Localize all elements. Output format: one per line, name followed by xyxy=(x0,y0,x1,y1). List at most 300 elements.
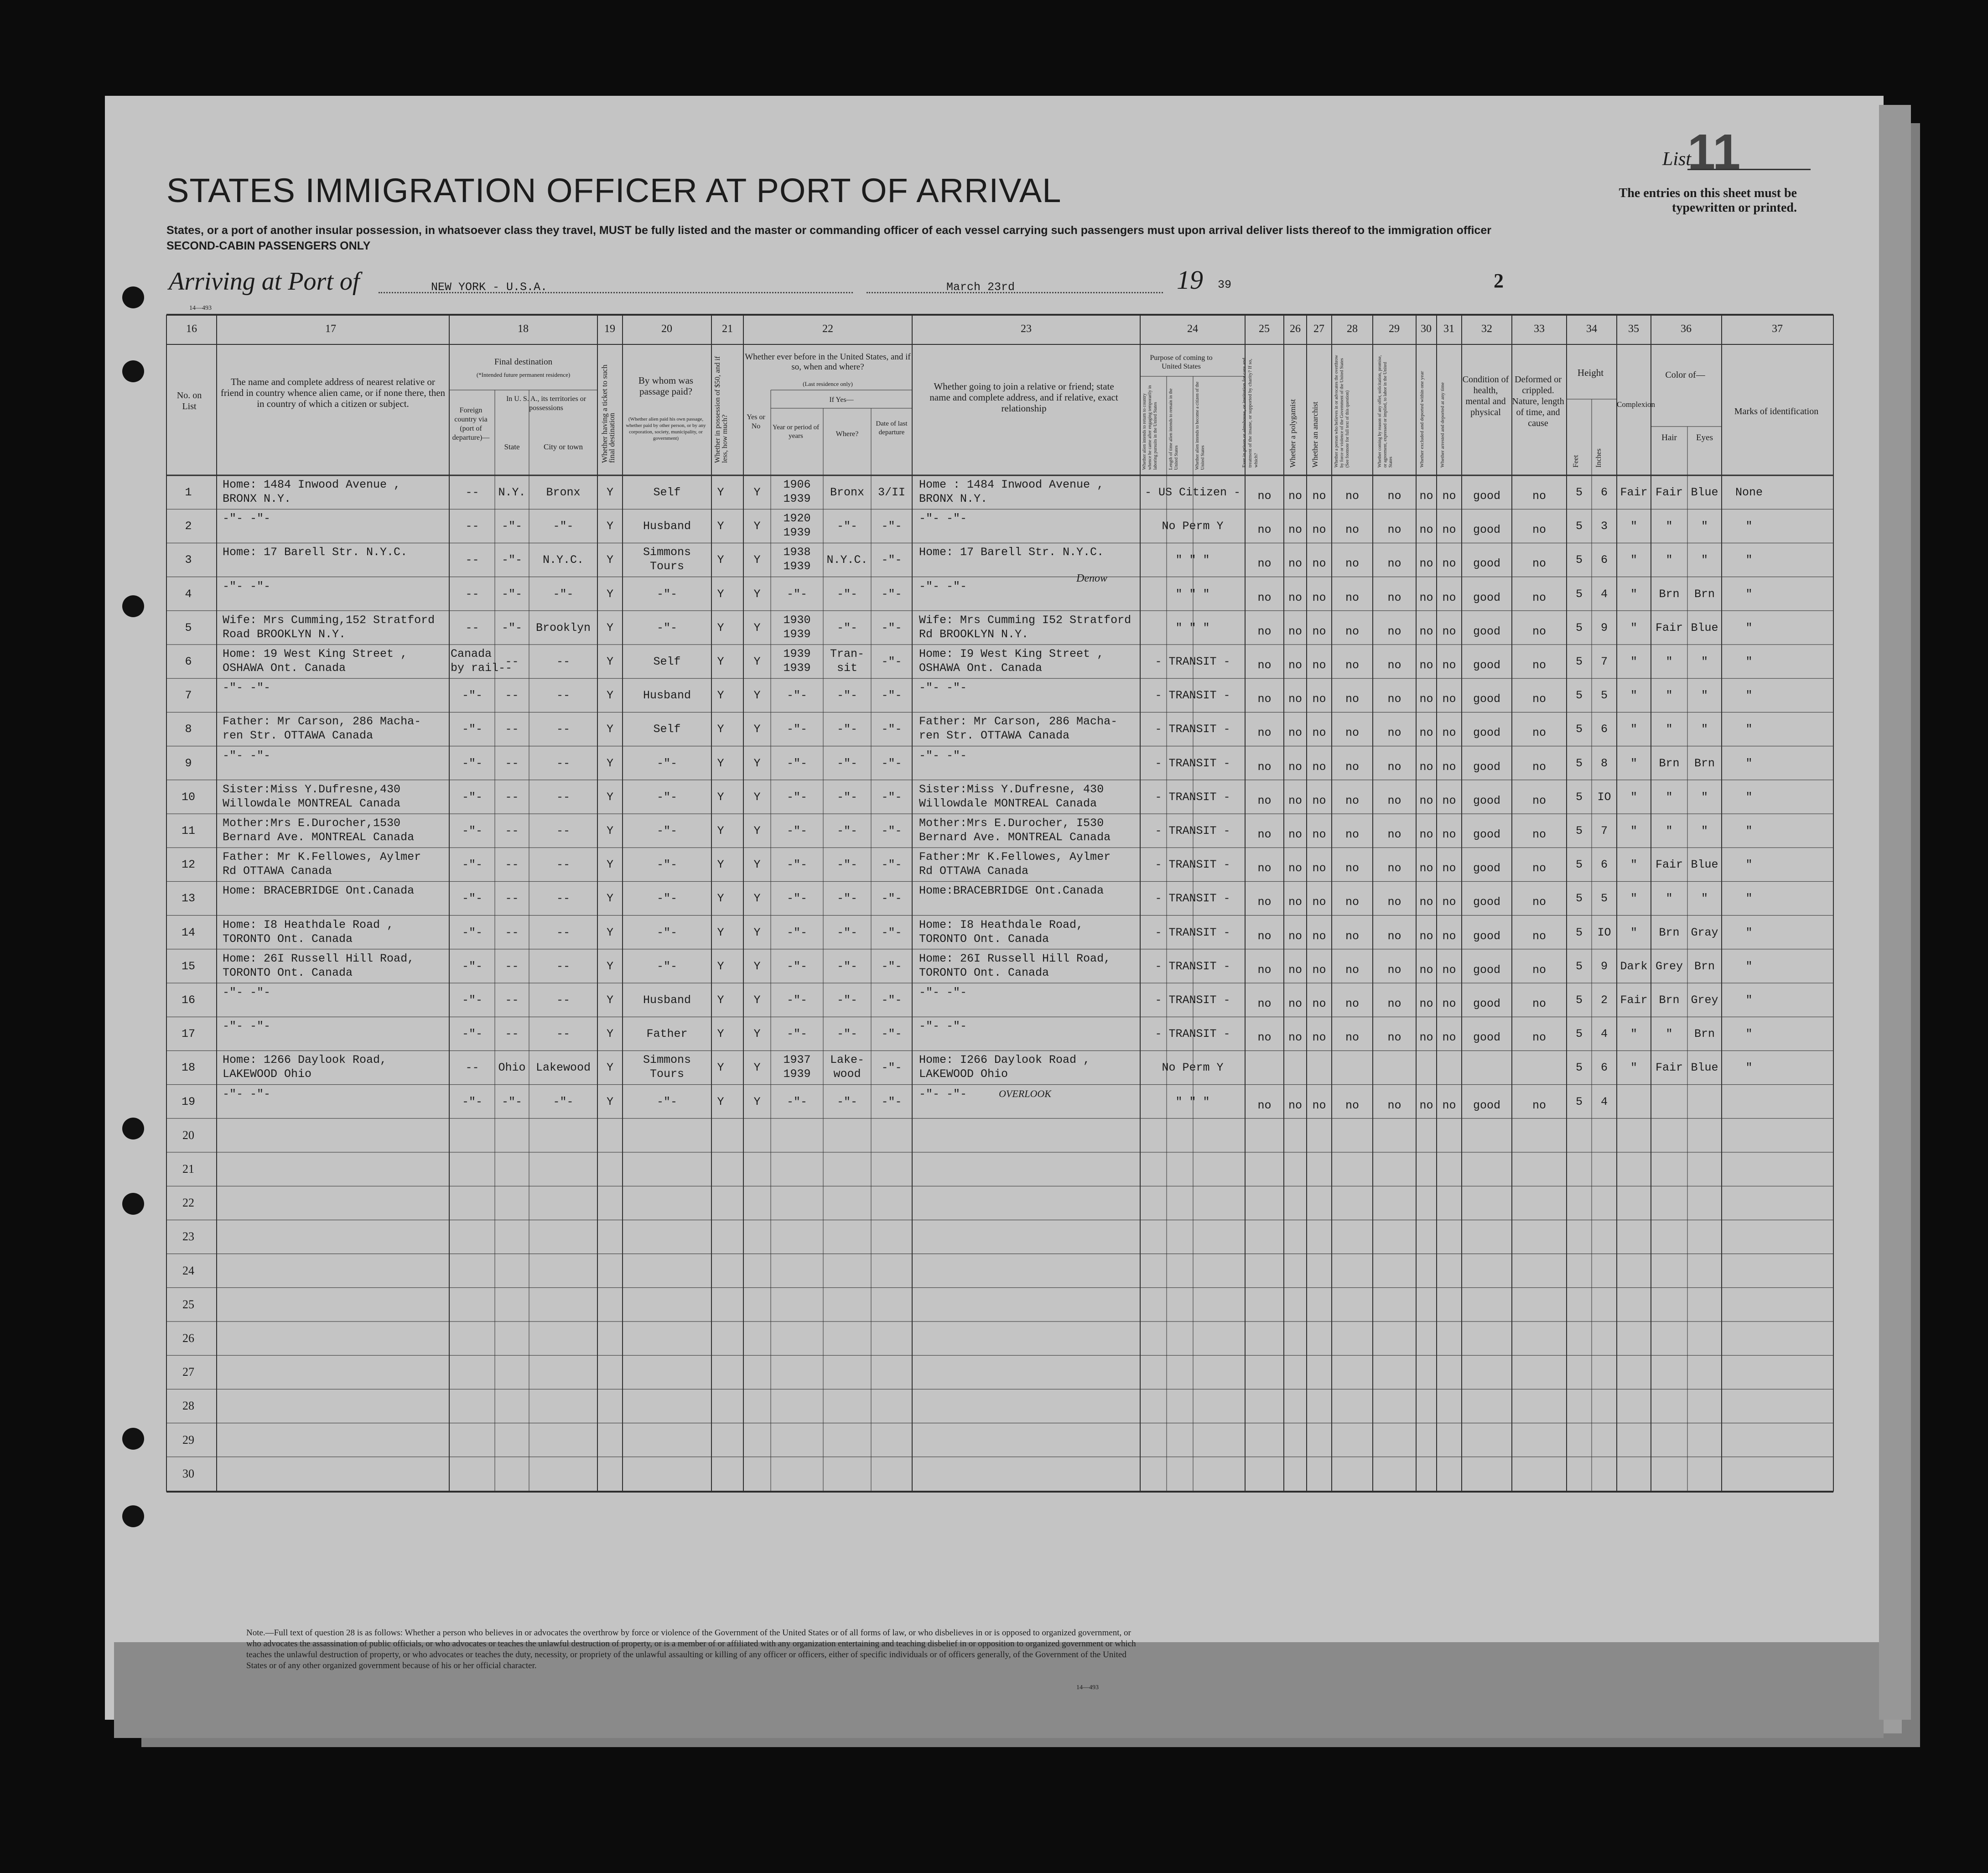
deformity: no xyxy=(1532,862,1546,875)
height-inches: 8 xyxy=(1600,756,1608,770)
height-feet: 5 xyxy=(1575,892,1583,905)
purpose-of-visit: - TRANSIT - xyxy=(1155,756,1230,770)
deported-flag: no xyxy=(1442,624,1456,638)
previously-in-us: Y xyxy=(753,824,761,838)
last-departure-date: -"- xyxy=(881,587,902,601)
fifty-dollar-flag: Y xyxy=(717,587,724,601)
joining-relative-line1: Home:BRACEBRIDGE Ont.Canada xyxy=(919,884,1104,898)
health-condition: good xyxy=(1473,1031,1500,1045)
eye-color: Grey xyxy=(1691,994,1718,1007)
excluded-flag: no xyxy=(1419,862,1433,875)
relative-address-line2: Rd OTTAWA Canada xyxy=(223,864,332,878)
previous-residence: -"- xyxy=(836,892,857,905)
fifty-dollar-flag: Y xyxy=(717,655,724,668)
purpose-of-visit: - TRANSIT - xyxy=(1155,959,1230,973)
overthrow-flag: no xyxy=(1345,963,1359,977)
labor-offer-flag: no xyxy=(1387,591,1401,604)
hair-color: Brn xyxy=(1659,994,1680,1007)
fifty-dollar-flag: Y xyxy=(717,858,724,872)
hair-color: Brn xyxy=(1659,756,1680,770)
row-number: 24 xyxy=(182,1264,194,1277)
excluded-flag: no xyxy=(1419,624,1433,638)
health-condition: good xyxy=(1473,963,1500,977)
deformity: no xyxy=(1532,659,1546,672)
previous-residence: Tran- xyxy=(830,647,864,661)
polygamist-flag: no xyxy=(1288,997,1302,1010)
anarchist-flag: no xyxy=(1312,929,1326,943)
health-condition: good xyxy=(1473,1098,1500,1112)
destination-city: -- xyxy=(556,655,570,668)
relative-address-line1: Home: 1266 Daylook Road, xyxy=(223,1053,387,1067)
deformity: no xyxy=(1532,760,1546,774)
arriving-label: Arriving at Port of xyxy=(169,267,360,296)
foreign-country: -"- xyxy=(462,723,483,736)
excluded-flag: no xyxy=(1419,557,1433,571)
header-c34-feet: Feet xyxy=(1572,455,1580,468)
previously-in-us: Y xyxy=(753,790,761,804)
years-in-us: -"- xyxy=(786,587,807,601)
prison-almshouse: no xyxy=(1257,963,1272,977)
ticket-flag: Y xyxy=(606,959,613,973)
excluded-flag: no xyxy=(1419,692,1433,706)
fifty-dollar-flag: Y xyxy=(717,892,724,905)
foreign-country: -"- xyxy=(462,1095,483,1108)
header-c35: Complexion xyxy=(1617,400,1656,409)
fifty-dollar-flag: Y xyxy=(717,723,724,736)
identification-marks: " xyxy=(1745,858,1753,872)
last-departure-date: -"- xyxy=(881,520,902,533)
prison-almshouse: no xyxy=(1257,591,1272,604)
ticket-flag: Y xyxy=(606,790,613,804)
header-c23: Whether going to join a relative or friend; state name and complete address, and if relative, exact relationship xyxy=(929,381,1118,414)
joining-relative-line1: -"- -"- xyxy=(919,1087,967,1101)
anarchist-flag: no xyxy=(1312,523,1326,537)
header-c18-foreign: Foreign country via (port of departure)— xyxy=(452,406,490,442)
previous-residence: N.Y.C. xyxy=(826,553,868,567)
anarchist-flag: no xyxy=(1312,997,1326,1010)
prison-almshouse: no xyxy=(1257,794,1272,807)
purpose-of-visit: - TRANSIT - xyxy=(1155,655,1230,668)
hair-color: Brn xyxy=(1659,587,1680,601)
overthrow-flag: no xyxy=(1345,828,1359,841)
years-in-us: -"- xyxy=(786,756,807,770)
fifty-dollar-flag: Y xyxy=(717,553,724,567)
complexion: " xyxy=(1630,926,1637,939)
prison-almshouse: no xyxy=(1257,997,1272,1010)
column-number: 32 xyxy=(1481,323,1492,335)
previous-residence: -"- xyxy=(836,723,857,736)
health-condition: good xyxy=(1473,523,1500,537)
overthrow-flag: no xyxy=(1345,862,1359,875)
previous-residence: -"- xyxy=(836,790,857,804)
foreign-country: -- xyxy=(465,621,479,635)
column-number: 30 xyxy=(1421,323,1432,335)
complexion: " xyxy=(1630,520,1637,533)
excluded-flag: no xyxy=(1419,659,1433,672)
overthrow-flag: no xyxy=(1345,760,1359,774)
hair-color: " xyxy=(1666,1027,1673,1041)
joining-relative-line1: -"- -"- xyxy=(919,749,967,762)
deformity: no xyxy=(1532,997,1546,1010)
health-condition: good xyxy=(1473,760,1500,774)
height-inches: 6 xyxy=(1600,858,1608,872)
labor-offer-flag: no xyxy=(1387,624,1401,638)
prison-almshouse: no xyxy=(1257,1098,1272,1112)
years-in-us: 1937 xyxy=(783,1053,811,1067)
fifty-dollar-flag: Y xyxy=(717,621,724,635)
anarchist-flag: no xyxy=(1312,692,1326,706)
prison-almshouse: no xyxy=(1257,557,1272,571)
relative-address-line2: ren Str. OTTAWA Canada xyxy=(223,729,374,743)
passage-paid-by: Husband xyxy=(643,689,691,702)
years-in-us-line2: 1939 xyxy=(783,560,811,573)
passage-paid-by: Simmons xyxy=(643,1053,691,1067)
eye-color: " xyxy=(1701,824,1708,838)
header-c31: Whether arrested and deported at any time xyxy=(1440,382,1445,468)
previous-residence: -"- xyxy=(836,756,857,770)
health-condition: good xyxy=(1473,557,1500,571)
destination-city: -"- xyxy=(553,587,574,601)
header-c20-sub: (Whether alien paid his own passage, whether paid by other person, or by any corporation, society, municipality, or government) xyxy=(626,416,706,441)
height-inches: 5 xyxy=(1600,689,1608,702)
relative-address-line1: Father: Mr Carson, 286 Macha- xyxy=(223,715,421,728)
joining-relative-line2: Willowdale MONTREAL Canada xyxy=(919,796,1097,810)
health-condition: good xyxy=(1473,828,1500,841)
joining-relative-line1: Home: 17 Barell Str. N.Y.C. xyxy=(919,546,1104,559)
destination-city: -- xyxy=(556,756,570,770)
foreign-country: -- xyxy=(465,520,479,533)
years-in-us: 1920 xyxy=(783,512,811,525)
joining-relative-line2: Rd OTTAWA Canada xyxy=(919,864,1029,878)
eye-color: " xyxy=(1701,723,1708,736)
overthrow-flag: no xyxy=(1345,794,1359,807)
relative-address-line1: -"- -"- xyxy=(223,1087,271,1101)
deported-flag: no xyxy=(1442,760,1456,774)
deported-flag: no xyxy=(1442,726,1456,740)
identification-marks: " xyxy=(1745,790,1753,804)
complexion: " xyxy=(1630,587,1637,601)
excluded-flag: no xyxy=(1419,1031,1433,1045)
eye-color: Brn xyxy=(1694,1027,1715,1041)
column-number: 16 xyxy=(186,323,197,335)
deformity: no xyxy=(1532,963,1546,977)
header-c22-year: Year or period of years xyxy=(772,424,820,440)
labor-offer-flag: no xyxy=(1387,557,1401,571)
fifty-dollar-flag: Y xyxy=(717,756,724,770)
header-c25: Ever in prison or almshouse, or institution for care and treatment of the insane, or supported by charity? If so, which? xyxy=(1241,358,1259,468)
destination-city: -"- xyxy=(553,1095,574,1108)
column-number: 22 xyxy=(822,323,833,335)
purpose-of-visit: No Perm Y xyxy=(1162,520,1224,533)
destination-city: -- xyxy=(556,858,570,872)
polygamist-flag: no xyxy=(1288,659,1302,672)
header-c36-hair: Hair xyxy=(1661,433,1677,442)
joining-relative-line1: -"- -"- xyxy=(919,579,967,593)
column-number: 33 xyxy=(1534,323,1545,335)
purpose-of-visit: " " " xyxy=(1175,553,1210,567)
joining-relative-line1: Home: I8 Heathdale Road, xyxy=(919,918,1084,931)
column-number: 28 xyxy=(1347,323,1358,335)
purpose-of-visit: - TRANSIT - xyxy=(1155,892,1230,905)
list-number: 11 xyxy=(1687,124,1741,180)
previous-residence: Bronx xyxy=(830,486,864,499)
last-departure-date: -"- xyxy=(881,655,902,668)
anarchist-flag: no xyxy=(1312,659,1326,672)
joining-relative-line2: Bernard Ave. MONTREAL Canada xyxy=(919,831,1111,844)
purpose-of-visit: - US Citizen - xyxy=(1144,486,1241,499)
previously-in-us: Y xyxy=(753,994,761,1007)
last-departure-date: -"- xyxy=(881,858,902,872)
anarchist-flag: no xyxy=(1312,591,1326,604)
destination-state: -"- xyxy=(501,520,522,533)
relative-address-line1: -"- -"- xyxy=(223,681,271,695)
overthrow-flag: no xyxy=(1345,1031,1359,1045)
excluded-flag: no xyxy=(1419,760,1433,774)
deported-flag: no xyxy=(1442,1031,1456,1045)
height-inches: IO xyxy=(1597,926,1611,939)
years-in-us: 1930 xyxy=(783,613,811,627)
anarchist-flag: no xyxy=(1312,1098,1326,1112)
fifty-dollar-flag: Y xyxy=(717,520,724,533)
identification-marks: " xyxy=(1745,824,1753,838)
row-number: 3 xyxy=(185,553,192,567)
health-condition: good xyxy=(1473,929,1500,943)
destination-state: -- xyxy=(505,926,519,939)
header-c18-city: City or town xyxy=(544,442,583,451)
header-c22-yesno: Yes or No xyxy=(747,413,765,430)
previously-in-us: Y xyxy=(753,486,761,499)
destination-city: -- xyxy=(556,892,570,905)
joining-relative-line1: -"- -"- xyxy=(919,681,967,695)
header-c32: Condition of health, mental and physical xyxy=(1462,375,1509,417)
passage-paid-by: Husband xyxy=(643,994,691,1007)
complexion: " xyxy=(1630,892,1637,905)
foreign-country: Canada xyxy=(451,647,492,661)
column-number: 29 xyxy=(1389,323,1400,335)
eye-color: " xyxy=(1701,790,1708,804)
identification-marks: " xyxy=(1745,926,1753,939)
height-inches: 9 xyxy=(1600,959,1608,973)
deformity: no xyxy=(1532,895,1546,909)
height-inches: 4 xyxy=(1600,1027,1608,1041)
overthrow-flag: no xyxy=(1345,557,1359,571)
overthrow-flag: no xyxy=(1345,523,1359,537)
height-feet: 5 xyxy=(1575,689,1583,702)
excluded-flag: no xyxy=(1419,895,1433,909)
destination-state: -"- xyxy=(501,587,522,601)
passage-paid-by: -"- xyxy=(656,587,677,601)
hair-color: Fair xyxy=(1655,486,1683,499)
handwritten-annotation-row3: Denow xyxy=(1076,572,1107,584)
hair-color: Fair xyxy=(1655,1061,1683,1075)
height-feet: 5 xyxy=(1575,1095,1583,1108)
anarchist-flag: no xyxy=(1312,726,1326,740)
previously-in-us: Y xyxy=(753,926,761,939)
last-departure-date: -"- xyxy=(881,926,902,939)
header-c21: Whether in possession of $50, and if less, how much? xyxy=(714,356,729,463)
ticket-flag: Y xyxy=(606,621,613,635)
complexion: Fair xyxy=(1620,994,1648,1007)
complexion: " xyxy=(1630,824,1637,838)
previous-residence: -"- xyxy=(836,858,857,872)
destination-state: N.Y. xyxy=(498,486,526,499)
height-feet: 5 xyxy=(1575,756,1583,770)
prison-almshouse: no xyxy=(1257,489,1272,503)
anarchist-flag: no xyxy=(1312,895,1326,909)
polygamist-flag: no xyxy=(1288,557,1302,571)
polygamist-flag: no xyxy=(1288,929,1302,943)
anarchist-flag: no xyxy=(1312,624,1326,638)
years-in-us: -"- xyxy=(786,824,807,838)
overthrow-flag: no xyxy=(1345,997,1359,1010)
eye-color: " xyxy=(1701,655,1708,668)
height-inches: 6 xyxy=(1600,1061,1608,1075)
complexion: " xyxy=(1630,1027,1637,1041)
health-condition: good xyxy=(1473,692,1500,706)
passage-paid-by: Self xyxy=(653,723,681,736)
destination-state: -- xyxy=(505,689,519,702)
foreign-country: -"- xyxy=(462,1027,483,1041)
joining-relative-line2: TORONTO Ont. Canada xyxy=(919,966,1049,979)
relative-address-line2: Willowdale MONTREAL Canada xyxy=(223,796,401,810)
anarchist-flag: no xyxy=(1312,760,1326,774)
complexion: Fair xyxy=(1620,486,1648,499)
overthrow-flag: no xyxy=(1345,489,1359,503)
foreign-country: -"- xyxy=(462,959,483,973)
prison-almshouse: no xyxy=(1257,929,1272,943)
eye-color: Blue xyxy=(1691,858,1718,872)
deported-flag: no xyxy=(1442,828,1456,841)
last-departure-date: -"- xyxy=(881,1095,902,1108)
row-number: 6 xyxy=(185,655,192,668)
deformity: no xyxy=(1532,794,1546,807)
years-in-us: -"- xyxy=(786,1027,807,1041)
date-value: March 23rd xyxy=(946,281,1015,294)
previously-in-us: Y xyxy=(753,1095,761,1108)
labor-offer-flag: no xyxy=(1387,1031,1401,1045)
fifty-dollar-flag: Y xyxy=(717,1095,724,1108)
destination-city: -- xyxy=(556,689,570,702)
polygamist-flag: no xyxy=(1288,862,1302,875)
destination-city: -- xyxy=(556,1027,570,1041)
last-departure-date: -"- xyxy=(881,553,902,567)
sheet-number: 2 xyxy=(1494,270,1504,292)
years-in-us-line2: 1939 xyxy=(783,627,811,641)
fifty-dollar-flag: Y xyxy=(717,790,724,804)
deformity: no xyxy=(1532,726,1546,740)
health-condition: good xyxy=(1473,624,1500,638)
eye-color: " xyxy=(1701,553,1708,567)
row-number: 11 xyxy=(181,824,195,838)
destination-state: -- xyxy=(505,994,519,1007)
destination-state: -- xyxy=(505,756,519,770)
height-inches: 6 xyxy=(1600,723,1608,736)
row-number: 29 xyxy=(182,1433,194,1446)
hair-color: Fair xyxy=(1655,621,1683,635)
height-feet: 5 xyxy=(1575,723,1583,736)
relative-address-line2: TORONTO Ont. Canada xyxy=(223,966,353,979)
identification-marks: " xyxy=(1745,756,1753,770)
polygamist-flag: no xyxy=(1288,828,1302,841)
header-c18-us: In U. S. A., its territories or possessions xyxy=(506,395,587,412)
relative-address-line1: Sister:Miss Y.Dufresne,430 xyxy=(223,782,401,796)
complexion: " xyxy=(1630,689,1637,702)
header-c18: Final destination xyxy=(494,357,553,367)
fifty-dollar-flag: Y xyxy=(717,926,724,939)
excluded-flag: no xyxy=(1419,794,1433,807)
row-number: 7 xyxy=(185,689,192,702)
row-number: 2 xyxy=(185,520,192,533)
excluded-flag: no xyxy=(1419,997,1433,1010)
deformity: no xyxy=(1532,557,1546,571)
polygamist-flag: no xyxy=(1288,726,1302,740)
relative-address-line1: Home: 19 West King Street , xyxy=(223,647,408,661)
column-number: 27 xyxy=(1313,323,1324,335)
deported-flag: no xyxy=(1442,794,1456,807)
subtitle-text: States, or a port of another insular possession, in whatsoever class they travel, MUST be fully listed and the master or commanding officer of each vessel carrying such passengers must upon arrival deliver lists thereof to the immigration officer xyxy=(166,224,1491,237)
relative-address-line2: Bernard Ave. MONTREAL Canada xyxy=(223,831,415,844)
row-number: 30 xyxy=(182,1467,194,1480)
complexion: " xyxy=(1630,1061,1637,1075)
foreign-country: -- xyxy=(465,587,479,601)
years-in-us: -"- xyxy=(786,790,807,804)
prison-almshouse: no xyxy=(1257,523,1272,537)
column-number: 35 xyxy=(1628,323,1639,335)
hair-color: Grey xyxy=(1655,959,1683,973)
height-feet: 5 xyxy=(1575,858,1583,872)
height-inches: 5 xyxy=(1600,892,1608,905)
labor-offer-flag: no xyxy=(1387,828,1401,841)
last-departure-date: -"- xyxy=(881,621,902,635)
column-number: 31 xyxy=(1443,323,1454,335)
height-inches: IO xyxy=(1597,790,1611,804)
purpose-of-visit: " " " xyxy=(1175,587,1210,601)
labor-offer-flag: no xyxy=(1387,1098,1401,1112)
relative-address-line1: Home: I8 Heathdale Road , xyxy=(223,918,394,931)
years-in-us: -"- xyxy=(786,892,807,905)
header-c34: Height xyxy=(1577,367,1604,378)
ticket-flag: Y xyxy=(606,1027,613,1041)
hair-color: " xyxy=(1666,553,1673,567)
previously-in-us: Y xyxy=(753,689,761,702)
complexion: " xyxy=(1630,621,1637,635)
joining-relative-line1: Wife: Mrs Cumming I52 Stratford xyxy=(919,613,1132,627)
eye-color: Gray xyxy=(1691,926,1718,939)
joining-relative-line2: OSHAWA Ont. Canada xyxy=(919,661,1043,675)
foreign-country: -"- xyxy=(462,926,483,939)
deported-flag: no xyxy=(1442,659,1456,672)
header-c18-sub: (*Intended future permanent residence) xyxy=(476,371,571,378)
joining-relative-line1: Home: 26I Russell Hill Road, xyxy=(919,952,1111,965)
previous-residence: -"- xyxy=(836,1027,857,1041)
destination-state: -- xyxy=(505,858,519,872)
form-code: 14—493 xyxy=(189,305,212,312)
destination-state: -- xyxy=(505,892,519,905)
overthrow-flag: no xyxy=(1345,929,1359,943)
header-c22-sub: (Last residence only) xyxy=(803,380,853,387)
purpose-of-visit: - TRANSIT - xyxy=(1155,926,1230,939)
destination-city: -"- xyxy=(553,520,574,533)
relative-address-line1: Home: BRACEBRIDGE Ont.Canada xyxy=(223,884,415,898)
anarchist-flag: no xyxy=(1312,862,1326,875)
header-c24-b: Length of time alien intends to remain in the United States xyxy=(1168,388,1179,470)
relative-address-line1: Home: 26I Russell Hill Road, xyxy=(223,952,415,965)
labor-offer-flag: no xyxy=(1387,895,1401,909)
identification-marks: " xyxy=(1745,621,1753,635)
excluded-flag: no xyxy=(1419,1098,1433,1112)
column-number: 18 xyxy=(518,323,529,335)
identification-marks: " xyxy=(1745,892,1753,905)
